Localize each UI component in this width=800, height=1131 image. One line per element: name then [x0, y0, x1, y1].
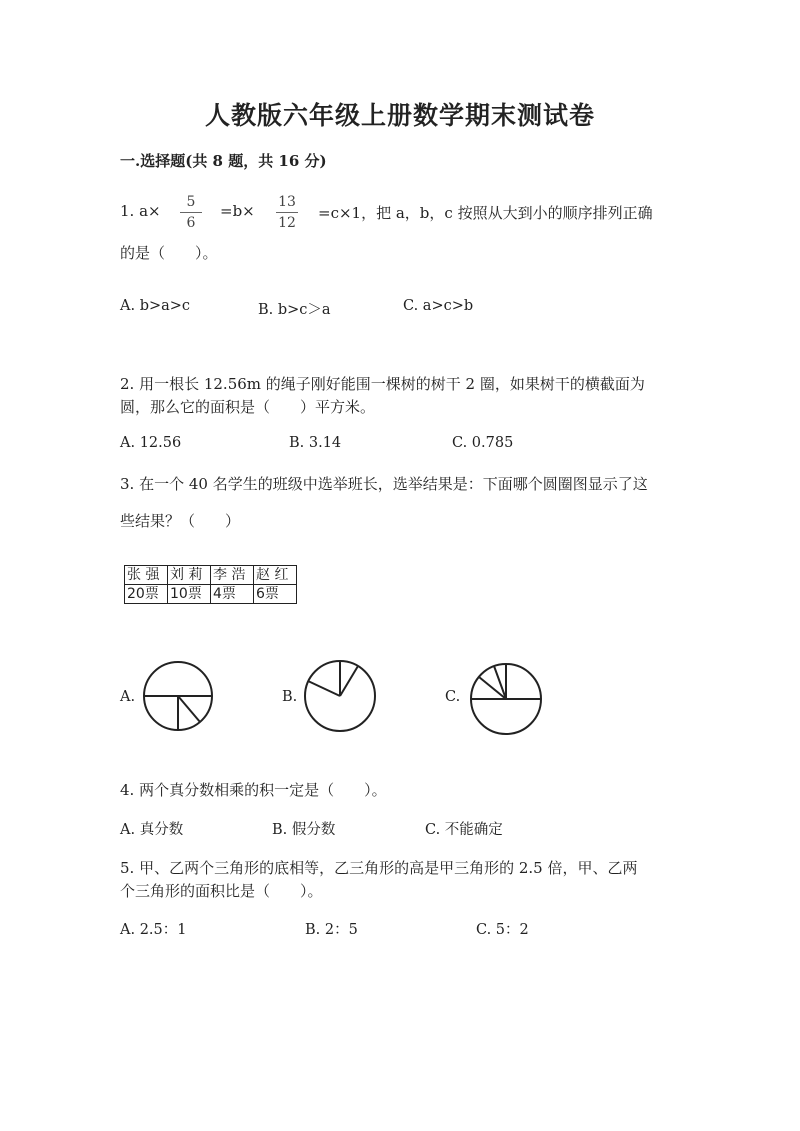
q4-line1: 4. 两个真分数相乘的积一定是（ ）。: [120, 781, 387, 799]
table-cell: 刘 莉: [168, 566, 211, 585]
q1-option-c: C. a>c>b: [403, 298, 474, 314]
pie-a-line: [178, 696, 200, 722]
q1-fraction-1-numerator: 5: [186, 194, 196, 210]
pie-chart-c: [471, 664, 541, 734]
q1-fraction-2-denominator: 12: [278, 215, 296, 231]
q2-option-c: C. 0.785: [452, 435, 514, 451]
q5-option-c: C. 5：2: [476, 922, 529, 938]
q1-part3: =c×1，把 a，b，c 按照从大到小的顺序排列正确: [318, 204, 653, 222]
q2-line2: 圆，那么它的面积是（ ）平方米。: [120, 398, 376, 416]
q3-option-b: B.: [282, 689, 298, 705]
pie-chart-a: [144, 662, 212, 730]
q3-line1: 3. 在一个 40 名学生的班级中选举班长，选举结果是：下面哪个圆圈图显示了这: [120, 475, 648, 493]
q4-option-a: A. 真分数: [120, 822, 184, 838]
q3-line2: 些结果？（ ）: [120, 512, 241, 530]
page-title: 人教版六年级上册数学期末测试卷: [204, 101, 595, 130]
pie-b-line: [308, 681, 340, 696]
q2-option-b: B. 3.14: [289, 435, 342, 451]
q1-option-b: B. b>c＞a: [258, 302, 331, 318]
q4-option-c: C. 不能确定: [425, 822, 503, 838]
q2-line1: 2. 用一根长 12.56m 的绳子刚好能围一棵树的树干 2 圈，如果树干的横截面为: [120, 375, 645, 393]
q5-line2: 个三角形的面积比是（ ）。: [120, 882, 323, 900]
table-cell: 李 浩: [211, 566, 254, 585]
q1-option-a: A. b>a>c: [120, 298, 191, 314]
q1-fraction-2-numerator: 13: [278, 194, 296, 210]
table-cell: 4票: [211, 585, 254, 604]
q2-option-a: A. 12.56: [120, 435, 182, 451]
q1-line2: 的是（ ）。: [120, 244, 218, 262]
q1-part1: 1. a×: [120, 202, 161, 220]
q5-line1: 5. 甲、乙两个三角形的底相等，乙三角形的高是甲三角形的 2.5 倍，甲、乙两: [120, 859, 638, 877]
q5-option-a: A. 2.5：1: [120, 922, 187, 938]
q3-option-a: A.: [120, 689, 136, 705]
q1-part2: =b×: [220, 202, 255, 220]
section-heading: 一.选择题(共 8 题，共 16 分): [120, 152, 327, 170]
table-cell: 6票: [254, 585, 297, 604]
q3-option-c: C.: [445, 689, 461, 705]
q1-fraction-1-denominator: 6: [186, 215, 196, 231]
q5-option-b: B. 2：5: [305, 922, 358, 938]
table-cell: 张 强: [125, 566, 168, 585]
pie-chart-b: [305, 661, 375, 731]
q4-option-b: B. 假分数: [272, 822, 336, 838]
table-cell: 20票: [125, 585, 168, 604]
table-cell: 10票: [168, 585, 211, 604]
pie-b-line: [340, 666, 358, 696]
table-cell: 赵 红: [254, 566, 297, 585]
